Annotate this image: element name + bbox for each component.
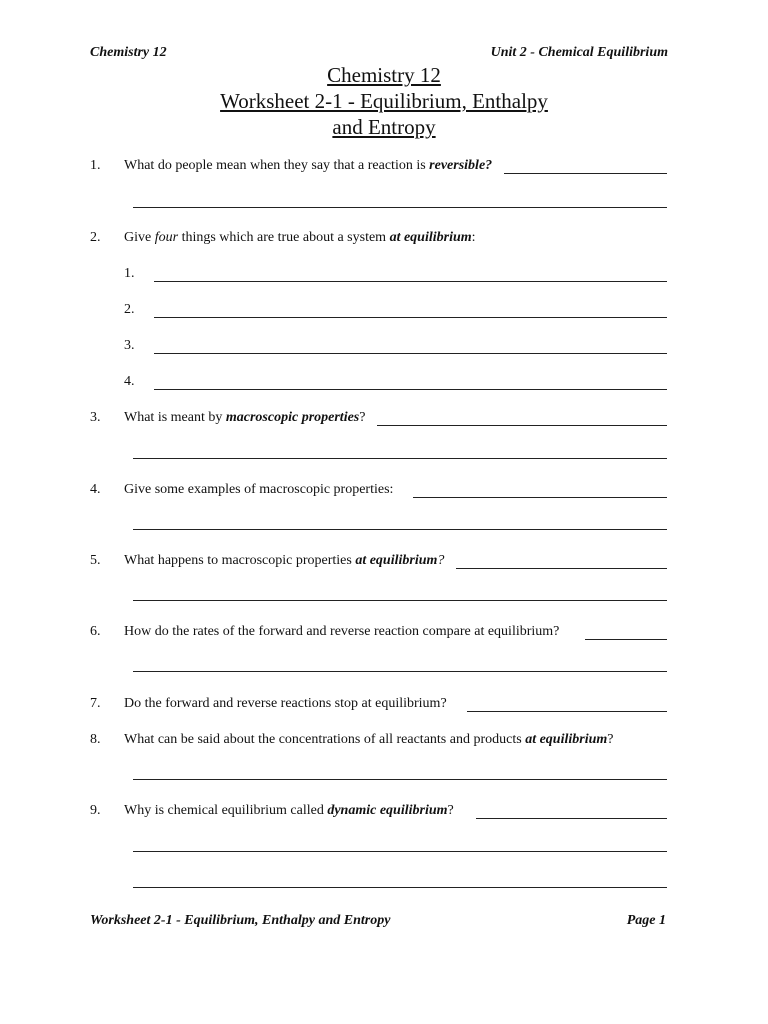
title-line-2: Worksheet 2-1 - Equilibrium, Enthalpy — [220, 89, 548, 113]
question-number: 8. — [90, 732, 101, 747]
answer-line[interactable] — [133, 779, 667, 780]
question-7 — [90, 692, 667, 712]
question-text: How do the rates of the forward and reverse reaction compare at equilibrium? — [124, 624, 560, 639]
answer-line[interactable] — [504, 160, 667, 174]
sub-answer-2 — [124, 298, 667, 318]
question-8 — [90, 728, 667, 748]
question-text: Why is chemical equilibrium called dynamic equilibrium? — [124, 803, 454, 818]
answer-line[interactable] — [585, 626, 667, 640]
sub-answer-3 — [124, 334, 667, 354]
question-text: Do the forward and reverse reactions stop at equilibrium? — [124, 696, 447, 711]
answer-line[interactable] — [467, 698, 667, 712]
answer-line[interactable] — [133, 529, 667, 530]
answer-line[interactable] — [133, 600, 667, 601]
title-line-3: and Entropy — [332, 115, 436, 139]
question-text: What can be said about the concentrations of all reactants and products at equilibrium? — [124, 732, 614, 747]
running-footer-title: Worksheet 2-1 - Equilibrium, Enthalpy and Entropy — [90, 913, 391, 928]
question-9 — [90, 799, 667, 819]
question-text: What is meant by macroscopic properties? — [124, 410, 366, 425]
question-number: 5. — [90, 553, 101, 568]
running-header-course: Chemistry 12 — [90, 45, 167, 60]
answer-line[interactable] — [154, 304, 667, 318]
question-number: 3. — [90, 410, 101, 425]
sub-answer-4 — [124, 370, 667, 390]
answer-line[interactable] — [476, 805, 667, 819]
question-5 — [90, 549, 667, 569]
sub-number: 2. — [124, 302, 135, 317]
worksheet-title — [0, 62, 768, 140]
sub-number: 4. — [124, 374, 135, 389]
question-3 — [90, 406, 667, 426]
answer-line[interactable] — [133, 207, 667, 208]
question-number: 2. — [90, 230, 101, 245]
question-text: What do people mean when they say that a reaction is reversible? — [124, 158, 493, 173]
answer-line[interactable] — [154, 340, 667, 354]
question-1 — [90, 154, 667, 174]
answer-line[interactable] — [133, 458, 667, 459]
question-text: What happens to macroscopic properties at equilibrium? — [124, 553, 445, 568]
sub-answer-1 — [124, 262, 667, 282]
running-header-unit: Unit 2 - Chemical Equilibrium — [490, 45, 668, 60]
title-line-1: Chemistry 12 — [327, 63, 441, 87]
answer-line[interactable] — [133, 671, 667, 672]
answer-line[interactable] — [133, 887, 667, 888]
answer-line[interactable] — [133, 851, 667, 852]
question-number: 7. — [90, 696, 101, 711]
question-number: 6. — [90, 624, 101, 639]
page-number: Page 1 — [626, 913, 666, 928]
answer-line[interactable] — [413, 484, 667, 498]
answer-line[interactable] — [456, 555, 667, 569]
question-number: 9. — [90, 803, 101, 818]
answer-line[interactable] — [377, 412, 667, 426]
answer-line[interactable] — [154, 268, 667, 282]
question-number: 4. — [90, 482, 101, 497]
question-text: Give four things which are true about a system at equilibrium: — [124, 230, 476, 245]
question-6 — [90, 620, 667, 640]
question-number: 1. — [90, 158, 101, 173]
question-2 — [90, 226, 667, 246]
answer-line[interactable] — [154, 376, 667, 390]
sub-number: 1. — [124, 266, 135, 281]
question-4 — [90, 478, 667, 498]
sub-number: 3. — [124, 338, 135, 353]
question-text: Give some examples of macroscopic properties: — [124, 482, 394, 497]
